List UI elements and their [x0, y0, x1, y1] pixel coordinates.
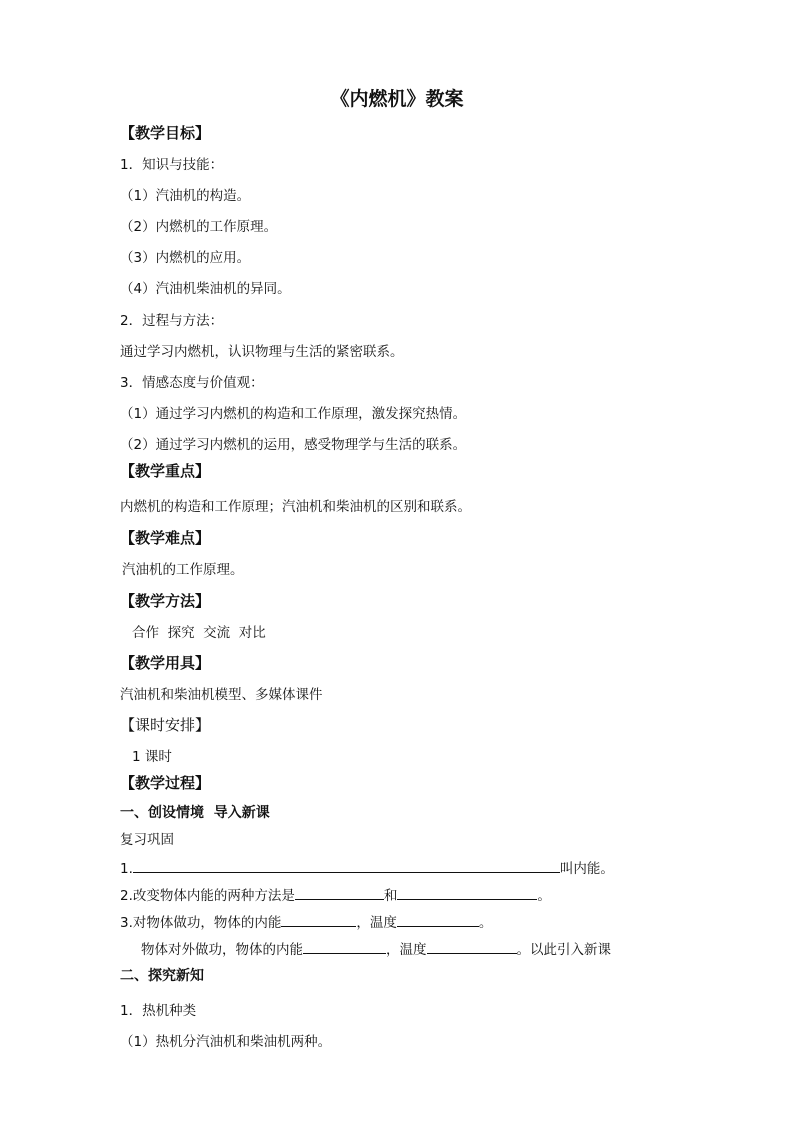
question-1-blank	[133, 859, 560, 873]
question-2-tail: 。	[537, 888, 551, 904]
schedule-heading: 【课时安排】	[120, 716, 211, 734]
objective-item-4: （4）汽油机柴油机的异同。	[120, 281, 291, 297]
tools-heading: 【教学用具】	[120, 654, 211, 672]
part1-title: 一、创设情境 导入新课	[120, 805, 270, 821]
question-2-blank-2	[397, 886, 537, 900]
question-3-mid: ，温度	[356, 915, 397, 931]
question-2	[120, 886, 551, 905]
process-heading: 【教学过程】	[120, 774, 211, 792]
question-2-lead: 2.改变物体内能的两种方法是	[120, 888, 295, 904]
objective-item-1: （1）汽油机的构造。	[120, 188, 251, 204]
question-4-mid: ，温度	[386, 942, 427, 958]
review-label: 复习巩固	[120, 832, 174, 848]
question-1	[120, 859, 614, 878]
question-4	[141, 940, 611, 959]
part2-title: 二、探究新知	[120, 968, 204, 984]
question-4-tail: 。以此引入新课	[516, 942, 611, 958]
document-title: 《内燃机》教案	[330, 88, 464, 110]
tools-text: 汽油机和柴油机模型、多媒体课件	[120, 687, 323, 703]
question-3-blank-1	[281, 913, 356, 927]
objective-item-2: （2）内燃机的工作原理。	[120, 219, 278, 235]
key-points-heading: 【教学重点】	[120, 462, 211, 480]
question-2-mid: 和	[383, 888, 398, 904]
methods-heading: 【教学方法】	[120, 592, 211, 610]
item-1-heat-engine-types: 1．热机种类	[120, 1003, 197, 1019]
objective-knowledge-skills: 1．知识与技能：	[120, 157, 224, 173]
question-4-blank-2	[427, 940, 517, 954]
schedule-text: 1 课时	[132, 749, 172, 765]
objective-attitude-values: 3．情感态度与价值观：	[120, 375, 264, 391]
question-2-blank-1	[295, 886, 384, 900]
question-4-blank-1	[303, 940, 386, 954]
question-4-lead: 物体对外做功，物体的内能	[141, 942, 303, 958]
objective-attitude-item-2: （2）通过学习内燃机的运用，感受物理学与生活的联系。	[120, 437, 467, 453]
question-3-blank-2	[397, 913, 479, 927]
objectives-heading: 【教学目标】	[120, 124, 211, 142]
question-1-number: 1.	[120, 861, 133, 877]
question-3-lead: 3.对物体做功，物体的内能	[120, 915, 282, 931]
key-points-text: 内燃机的构造和工作原理；汽油机和柴油机的区别和联系。	[120, 499, 471, 515]
objective-process-text: 通过学习内燃机，认识物理与生活的紧密联系。	[120, 344, 404, 360]
objective-attitude-item-1: （1）通过学习内燃机的构造和工作原理，激发探究热情。	[120, 406, 467, 422]
question-3	[120, 913, 492, 932]
item-1-1-text: （1）热机分汽油机和柴油机两种。	[120, 1034, 332, 1050]
difficulties-text: 汽油机的工作原理。	[122, 562, 244, 578]
difficulties-heading: 【教学难点】	[120, 529, 211, 547]
question-3-tail: 。	[478, 915, 493, 931]
methods-text: 合作 探究 交流 对比	[132, 625, 266, 641]
objective-item-3: （3）内燃机的应用。	[120, 250, 251, 266]
objective-process-methods: 2．过程与方法：	[120, 313, 224, 329]
question-1-tail: 叫内能。	[559, 861, 614, 877]
